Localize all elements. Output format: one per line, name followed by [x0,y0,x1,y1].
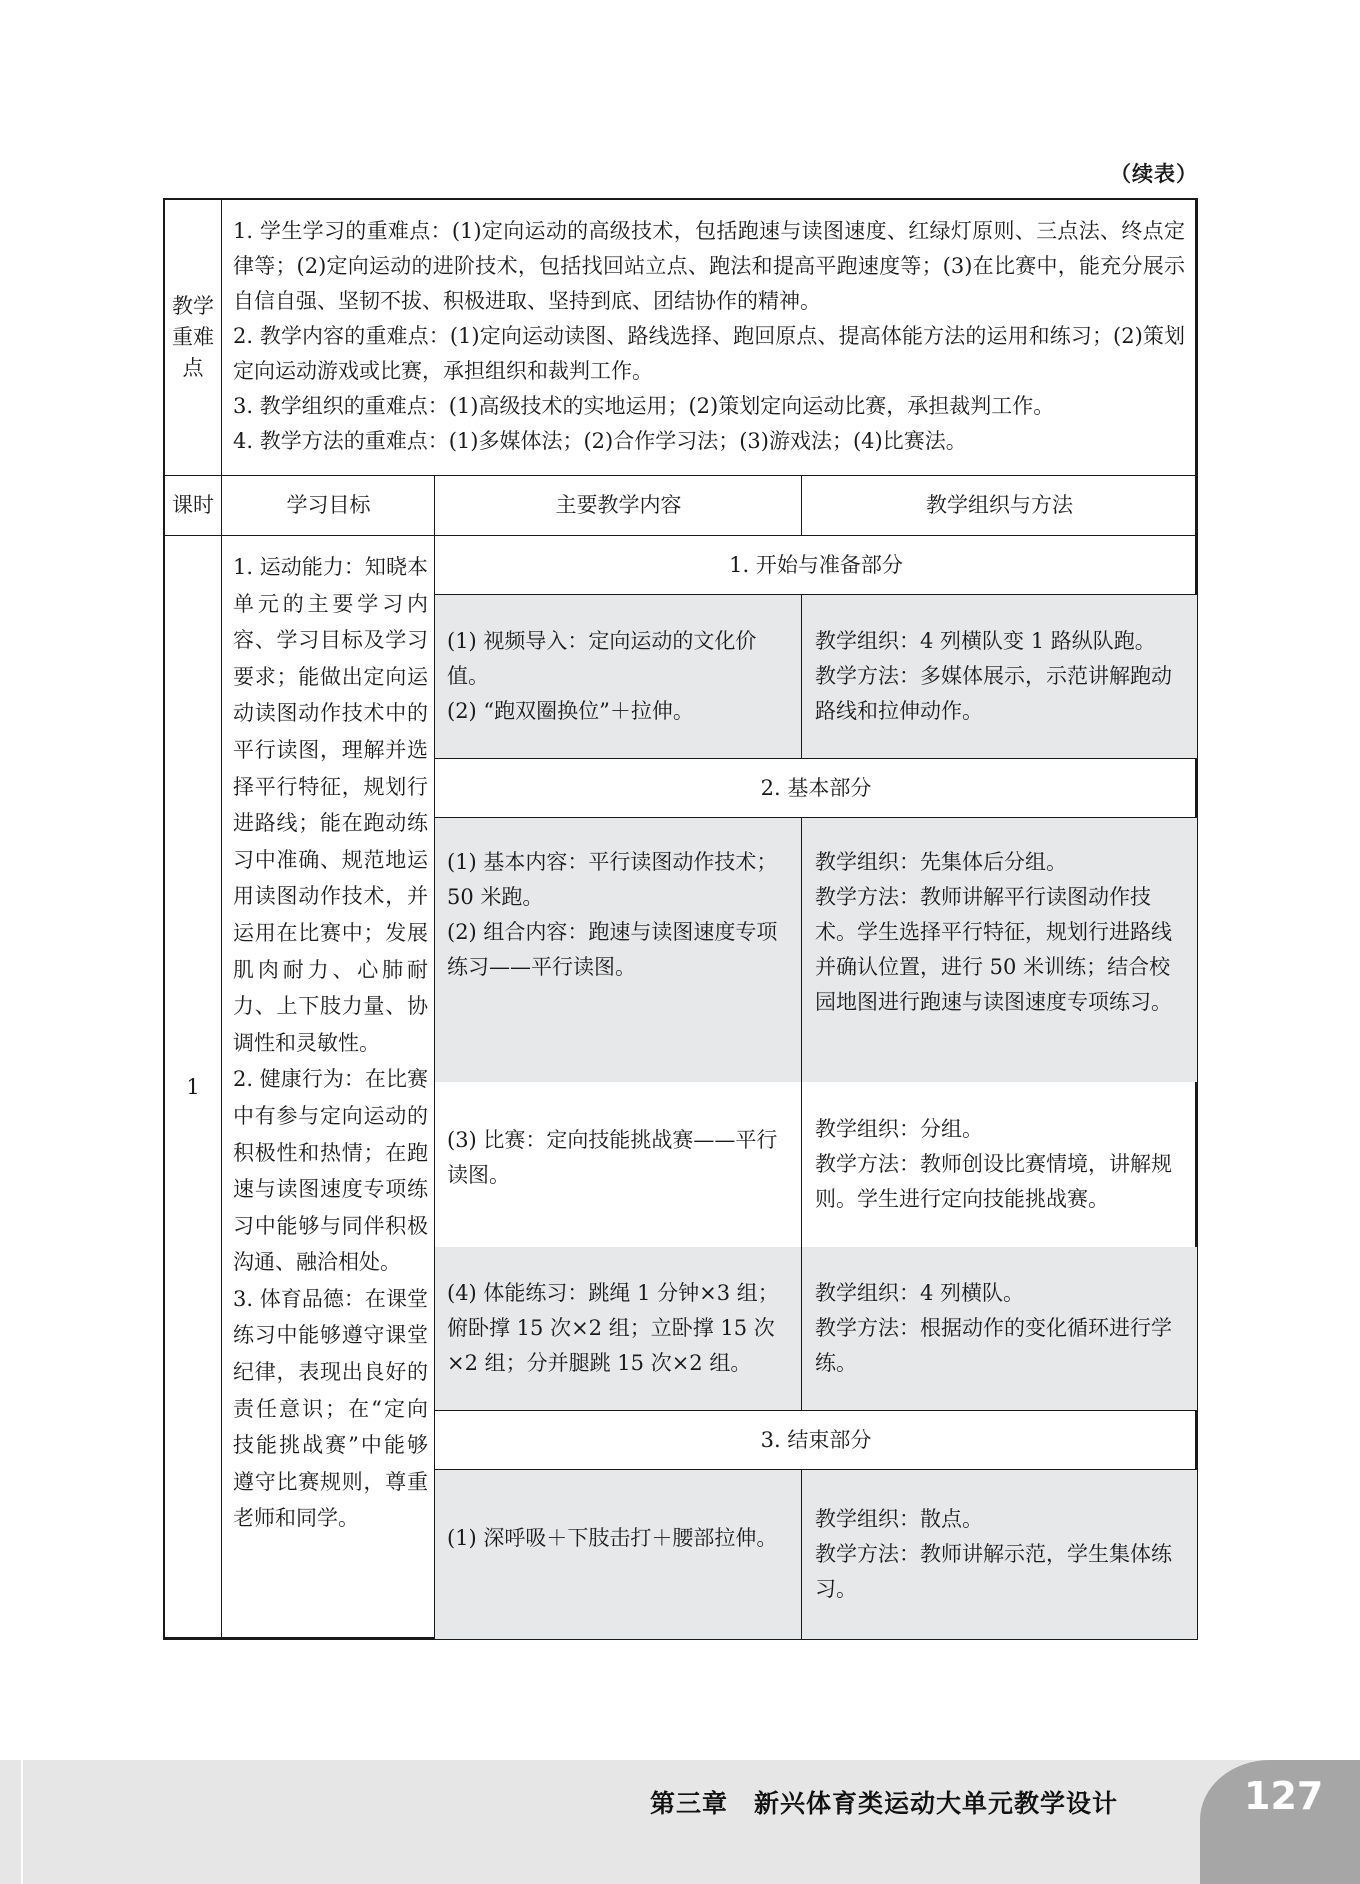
continued-table-label: （续表） [1110,162,1198,186]
divider [801,817,802,1410]
content-line: (1) 视频导入：定向运动的文化价值。 [447,629,757,688]
footer-margin-line [21,1760,23,1884]
content-cell [435,818,802,1082]
chapter-title: 第三章 新兴体育类运动大单元教学设计 [650,1789,1119,1818]
method-line: 教学方法：多媒体展示，示范讲解跑动路线和拉伸动作。 [815,664,1172,723]
method-cell [802,1247,1197,1410]
method-line: 教学组织：分组。 [815,1117,983,1141]
key-points-label [165,200,221,475]
objective-item: 2. 健康行为：在比赛中有参与定向运动的积极性和热情；在跑速与读图速度专项练习中能够与同伴积极沟通、融洽相处。 [233,1067,428,1275]
content-line: (1) 基本内容：平行读图动作技术；50 米跑。 [447,850,778,909]
header-method: 教学组织与方法 [926,493,1073,517]
learning-objectives [222,549,434,1537]
method-cell [802,1082,1197,1247]
content-line: (1) 深呼吸＋下肢击打＋腰部拉伸。 [447,1526,778,1550]
method-line: 教学组织：4 列横队变 1 路纵队跑。 [815,629,1156,653]
objective-item: 3. 体育品德：在课堂练习中能够遵守课堂纪律，表现出良好的责任意识；在“定向技能挑战赛”中能够遵守比赛规则，尊重老师和同学。 [233,1286,428,1531]
lesson-number: 1 [186,1075,200,1099]
method-line: 教学方法：教师讲解平行读图动作技术。学生选择平行特征，规划行进路线并确认位置，进行 50 米训练；结合校园地图进行跑速与读图速度专项练习。 [815,885,1172,1014]
key-points-content [223,214,1193,459]
key-point-item: 4. 教学方法的重难点：(1)多媒体法；(2)合作学习法；(3)游戏法；(4)比赛法。 [233,429,967,453]
content-cell [435,1247,802,1410]
objective-item: 1. 运动能力：知晓本单元的主要学习内容、学习目标及学习要求；能做出定向运动读图动作技术中的平行读图，理解并选择平行特征，规划行进路线；能在跑动练习中准确、规范地运用读图动作技术，并运用在比赛中；发展肌肉耐力、心肺耐力、上下肢力量、协调性和灵敏性。 [233,555,428,1055]
content-line: (4) 体能练习：跳绳 1 分钟×3 组；俯卧撑 15 次×2 组；立卧撑 15 次×2 组；分并腿跳 15 次×2 组。 [447,1281,779,1375]
section-title: 2. 基本部分 [760,775,872,800]
content-cell [435,1470,802,1639]
key-point-item: 2. 教学内容的重难点：(1)定向运动读图、路线选择、跑回原点、提高体能方法的运用和练习；(2)策划定向运动游戏或比赛，承担组织和裁判工作。 [233,324,1185,383]
header-lesson: 课时 [172,493,214,517]
header-content: 主要教学内容 [555,493,682,517]
method-line: 教学方法：教师创设比赛情境，讲解规则。学生进行定向技能挑战赛。 [815,1152,1172,1211]
section-title: 3. 结束部分 [760,1427,872,1452]
method-line: 教学组织：先集体后分组。 [815,850,1067,874]
content-line: (2) “跑双圈换位”＋拉伸。 [447,699,694,723]
method-cell [802,1470,1197,1639]
content-line: (3) 比赛：定向技能挑战赛——平行读图。 [447,1127,778,1187]
page-footer [0,1760,1360,1884]
key-point-item: 3. 教学组织的重难点：(1)高级技术的实地运用；(2)策划定向运动比赛，承担裁判工作。 [233,394,1055,418]
divider [801,594,802,758]
method-cell [802,818,1197,1082]
key-point-item: 1. 学生学习的重难点：(1)定向运动的高级技术，包括跑速与读图速度、红绿灯原则、三点法、终点定律等；(2)定向运动的进阶技术，包括找回站立点、跑法和提高平跑速度等；(3)在比赛中，能充分展示自信自强、坚韧不拔、积极进取、坚持到底、团结协作的精神。 [233,219,1185,313]
header-objectives: 学习目标 [286,493,371,517]
key-points-label-text: 教学重难点 [172,294,214,380]
method-line: 教学组织：散点。 [815,1507,983,1531]
section-title: 1. 开始与准备部分 [729,552,903,577]
method-line: 教学组织：4 列横队。 [815,1281,1025,1305]
lesson-plan-table [163,198,1198,1640]
divider [221,200,222,475]
page-number: 127 [1244,1774,1324,1818]
content-line: (2) 组合内容：跑速与读图速度专项练习——平行读图。 [447,920,778,979]
method-line: 教学方法：根据动作的变化循环进行学练。 [815,1316,1172,1375]
method-cell [802,595,1197,758]
content-cell [435,1082,802,1247]
divider [801,475,802,536]
method-line: 教学方法：教师讲解示范，学生集体练习。 [815,1542,1172,1601]
divider [801,1469,802,1639]
content-cell [435,595,802,758]
